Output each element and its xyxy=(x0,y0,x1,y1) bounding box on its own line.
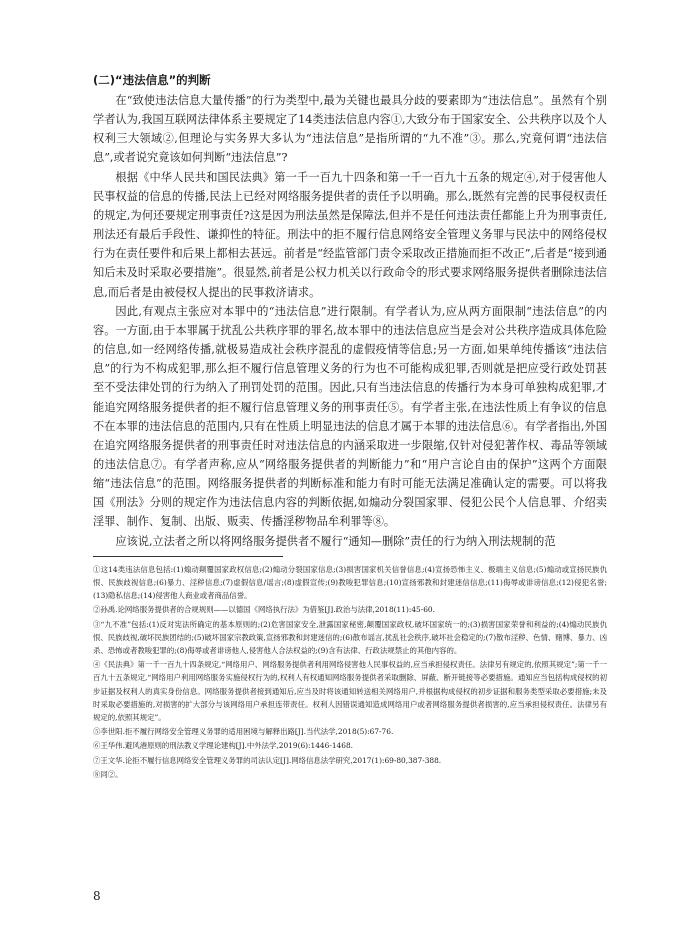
footnote: ④《民法典》第一千一百九十四条规定,“网络用户、网络服务提供者利用网络侵害他人民事权益的,应当承担侵权责任。法律另有规定的,依照其规定”;第一千一百九十五条规定,“网络用户利用网络服务实施侵权行为的,权利人有权通知网络服务提供者采取删除、屏蔽、断开链接等必要措施。通知应当包括构成侵权的初步证据及权利人的真实身份信息。网络服务提供者接到通知后,应当及时将该通知转送相关网络用户,并根据构成侵权的初步证据和服务类型采取必要措施;未及时采取必要措施的,对损害的扩大部分与该网络用户承担连带责任。权利人因错误通知造成网络用户或者网络服务提供者损害的,应当承担侵权责任。法律另有规定的,依照其规定”。 xyxy=(93,660,607,722)
section-heading: (二)“违法信息”的判断 xyxy=(93,73,211,87)
article-content xyxy=(93,70,607,782)
footnote: ②孙禹.论网络服务提供者的合规规则——以德国《网络执行法》为借鉴[J].政治与法律,2018(11):45-60. xyxy=(93,605,435,615)
footnotes xyxy=(93,563,607,781)
footnote: ③“九不准”包括:(1)反对宪法所确定的基本原则的;(2)危害国家安全,泄露国家秘密,颠覆国家政权,破坏国家统一的;(3)损害国家荣誉和利益的;(4)煽动民族仇恨、民族歧视,破坏民族团结的;(5)破坏国家宗教政策,宣扬邪教和封建迷信的;(6)散布谣言,扰乱社会秩序,破坏社会稳定的;(7)散布淫秽、色情、赌博、暴力、凶杀、恐怖或者教唆犯罪的;(8)侮辱或者诽谤他人,侵害他人合法权益的;(9)含有法律、行政法规禁止的其他内容的。 xyxy=(93,619,607,655)
footnote: ⑤李世阳.拒不履行网络安全管理义务罪的适用困境与解释出路[J].当代法学,2018(5):67-76. xyxy=(93,727,394,737)
body-paragraph: 因此,有观点主张应对本罪中的“违法信息”进行限制。有学者认为,应从两方面限制“违法信息”的内容。一方面,由于本罪属于扰乱公共秩序罪的罪名,故本罪中的违法信息应当是会对公共秩序造成具体危险的信息,如一经网络传播,就极易造成社会秩序混乱的虚假疫情等信息;另一方面,如果单纯传播该“违法信息”的行为不构成犯罪,那么拒不履行信息管理义务的行为也不可能构成犯罪,否则就是把应受行政处罚甚至不受法律处罚的行为纳入了刑罚处罚的范围。因此,只有当违法信息的传播行为本身可单独构成犯罪,才能追究网络服务提供者的拒不履行信息管理义务的刑事责任⑤。有学者主张,在违法性质上有争议的信息不在本罪的违法信息的范围内,只有在性质上明显违法的信息才属于本罪的违法信息⑥。有学者指出,外国在追究网络服务提供者的刑事责任时对违法信息的内涵采取进一步限缩,仅针对侵犯著作权、毒品等领域的违法信息⑦。有学者声称,应从“网络服务提供者的判断能力”和“用户言论自由的保护”这两个方面限缩“违法信息”的范围。网络服务提供者的判断标准和能力有时可能无法满足准确认定的需要。可以将我国《刑法》分则的规定作为违法信息内容的判断依据,如煽动分裂国家罪、侵犯公民个人信息罪、介绍卖淫罪、制作、复制、出版、贩卖、传播淫秽物品牟利罪等⑧。 xyxy=(93,304,607,529)
footnote: ①这14类违法信息包括:(1)煽动颠覆国家政权信息;(2)煽动分裂国家信息;(3)损害国家机关信誉信息;(4)宣扬恐怖主义、极端主义信息;(5)煽动或宣扬民族仇恨、民族歧视信息;(6)暴力、淫秽信息;(7)虚假信息/谣言;(8)虚假宣传;(9)教唆犯罪信息;(10)宣扬邪教和封建迷信信息;(11)侮辱或诽谤信息;(12)侵犯名誉;(13)隐私信息;(14)侵害他人商业或者商品信誉。 xyxy=(93,564,607,601)
body-paragraph: 应该说,立法者之所以将网络服务提供者不履行“通知—删除”责任的行为纳入刑法规制的范 xyxy=(115,534,556,548)
footnote: ⑧同②。 xyxy=(93,769,123,779)
footnote-divider xyxy=(93,556,283,557)
page-number: 8 xyxy=(93,889,101,903)
body-paragraph: 根据《中华人民共和国民法典》第一千一百九十四条和第一千一百九十五条的规定④,对于侵害他人民事权益的信息的传播,民法上已经对网络服务提供者的责任予以明确。那么,既然有完善的民事侵权责任的规定,为何还要规定刑事责任?这是因为刑法虽然是保障法,但并不是任何违法责任都能上升为刑事责任,刑法还有最后手段性、谦抑性的特征。刑法中的拒不履行信息网络安全管理义务罪与民法中的网络侵权行为在责任要件和后果上都相去甚远。前者是“经监管部门责令采取改正措施而拒不改正”,后者是“接到通知后未及时采取必要措施”。很显然,前者是公权力机关以行政命令的形式要求网络服务提供者删除违法信息,而后者是由被侵权人提出的民事救济请求。 xyxy=(93,170,607,299)
footnote: ⑥王华伟.避风港原则的刑法教义学理论建构[J].中外法学,2019(6):1446-1468. xyxy=(93,741,353,751)
footnote: ⑦王文华.论拒不履行信息网络安全管理义务罪的司法认定[J].网络信息法学研究,2017(1):69-80,387-388. xyxy=(93,755,442,765)
body-paragraph: 在“致使违法信息大量传播”的行为类型中,最为关键也最具分歧的要素即为“违法信息”。虽然有个别学者认为,我国互联网法律体系主要规定了14类违法信息内容①,大致分布于国家安全、公共秩序以及个人权利三大领域②,但理论与实务界大多认为“违法信息”是指所谓的“九不准”③。那么,究竟何谓“违法信息”,或者说究竟该如何判断“违法信息”? xyxy=(93,94,607,165)
